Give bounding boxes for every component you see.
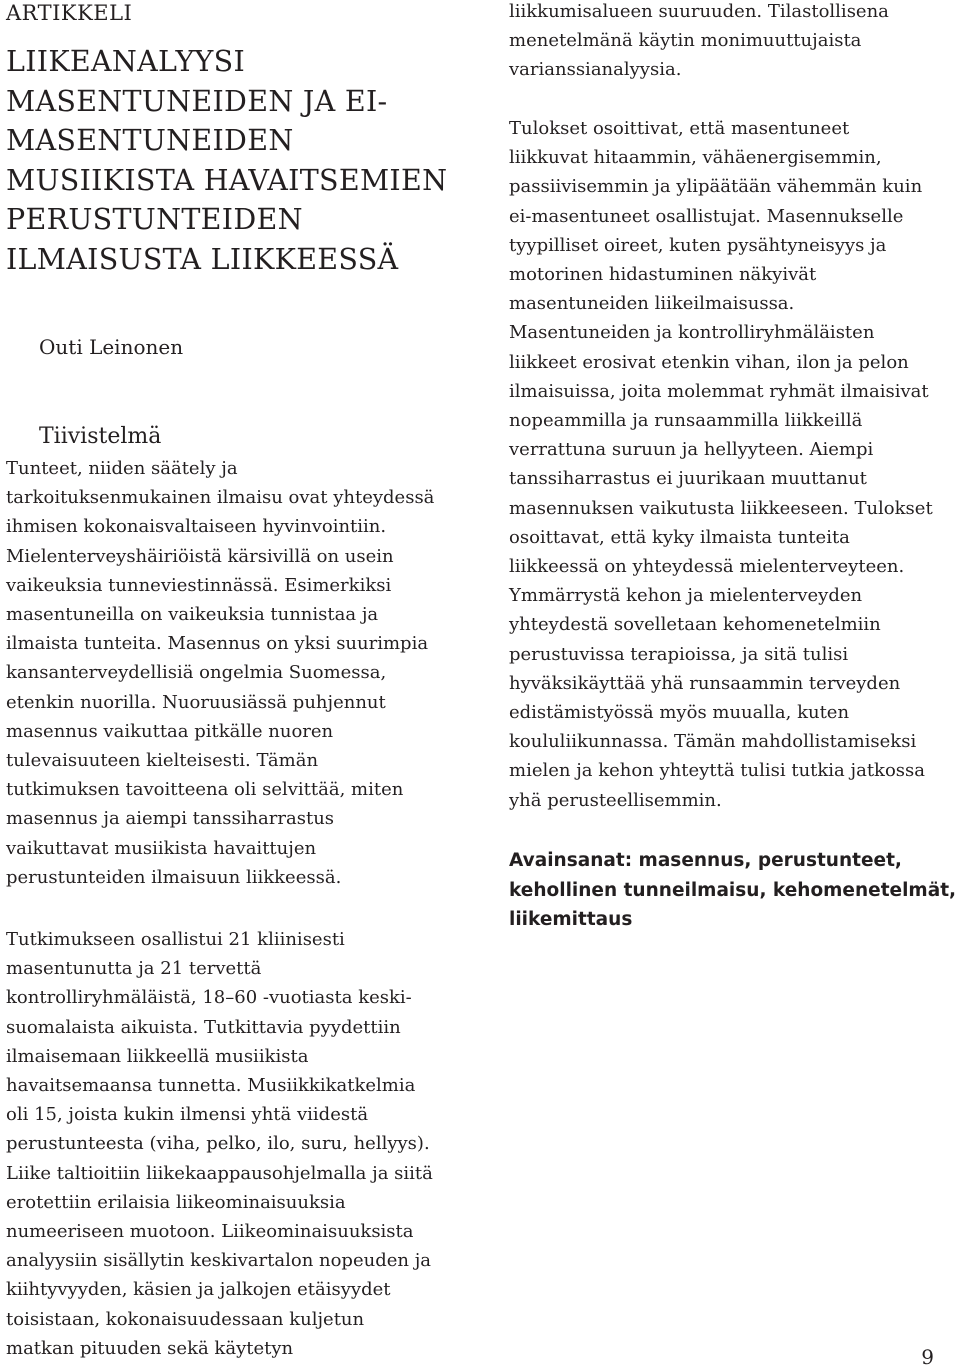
keywords: Avainsanat: masennus, perustunteet, kehollinen tunneilmaisu, kehomenetelmät, liikemittaus [509,850,957,930]
abstract-heading: Tiivistelmä [39,424,162,449]
method-paragraph: Tutkimukseen osallistui 21 kliinisesti masentunutta ja 21 tervettä kontrolliryhmäläistä, 18–60 -vuotiasta keski- suomalaista aikuista. Tutkittavia pyydettiin ilmaisemaan liikkeellä musiikista havaitsemaansa tunnetta. Musiikkikatkelmia oli 15, joista kukin ilmensi yhtä viidestä perustunteesta (viha, pelko, ilo, suru, hellyys). Liike taltioitiin liikekaappausohjelmalla ja siitä erotettiin erilaisia liikeominaisuuksia numeeriseen muotoon. Liikeominaisuuksista analyysiin sisällytin keskivartalon nopeuden ja kiihtyvyyden, käsien ja jalkojen etäisyydet toisistaan, kokonaisuudessaan kuljetun matkan pituuden sekä käytetyn [6,929,433,1359]
method-paragraph-continued: liikkumisalueen suuruuden. Tilastollisena menetelmänä käytin monimuuttujaista varianssianalyysia. [509,1,889,81]
abstract-paragraph: Tunteet, niiden säätely ja tarkoituksenmukainen ilmaisu ovat yhteydessä ihmisen kokonaisvaltaiseen hyvinvointiin. Mielenterveyshäiriöistä kärsivillä on usein vaikeuksia tunneviestinnässä. Esimerkiksi masentuneilla on vaikeuksia tunnistaa ja ilmaista tunteita. Masennus on yksi suurimpia kansanterveydellisiä ongelmia Suomessa, etenkin nuorilla. Nuoruusiässä puhjennut masennus vaikuttaa pitkälle nuoren tulevaisuuteen kielteisesti. Tämän tutkimuksen tavoitteena oli selvittää, miten masennus ja aiempi tanssiharrastus vaikuttavat musiikista havaittujen perustunteiden ilmaisuun liikkeessä. [6,458,435,888]
page-number: 9 [921,1345,934,1369]
results-paragraph: Tulokset osoittivat, että masentuneet liikkuvat hitaammin, vähäenergisemmin, passiivisemmin ja ylipäätään vähemmän kuin ei-masentuneet osallistujat. Masennukselle tyypilliset oireet, kuten pysähtyneisyys ja motorinen hidastuminen näkyivät masentuneiden liikeilmaisussa. Masentuneiden ja kontrolliryhmäläisten liikkeet erosivat etenkin vihan, ilon ja pelon ilmaisuissa, joita molemmat ryhmät ilmaisivat nopeammilla ja runsaammilla liikkeillä verrattuna suruun ja hellyyteen. Aiempi tanssiharrastus ei juurikaan muuttanut masennuksen vaikutusta liikkeeseen. Tulokset osoittavat, että kyky ilmaista tunteita liikkeessä on yhteydessä mielenterveyteen. Ymmärrystä kehon ja mielenterveyden yhteydestä sovelletaan kehomenetelmiin perustuvissa terapioissa, ja sitä tulisi hyväksikäyttää yhä runsaammin terveyden edistämistyössä myös muualla, kuten koululiikunnassa. Tämän mahdollistamiseksi mielen ja kehon yhteyttä tulisi tutkia jatkossa yhä perusteellisemmin. [509,118,933,811]
article-title [6,42,476,279]
author-name: Outi Leinonen [39,335,184,359]
article-title-text: LIIKEANALYYSI MASENTUNEIDEN JA EI- MASENTUNEIDEN MUSIIKISTA HAVAITSEMIEN PERUSTUNTEIDEN ILMAISUSTA LIIKKEESSÄ [6,45,448,276]
section-label: ARTIKKELI [6,1,133,25]
